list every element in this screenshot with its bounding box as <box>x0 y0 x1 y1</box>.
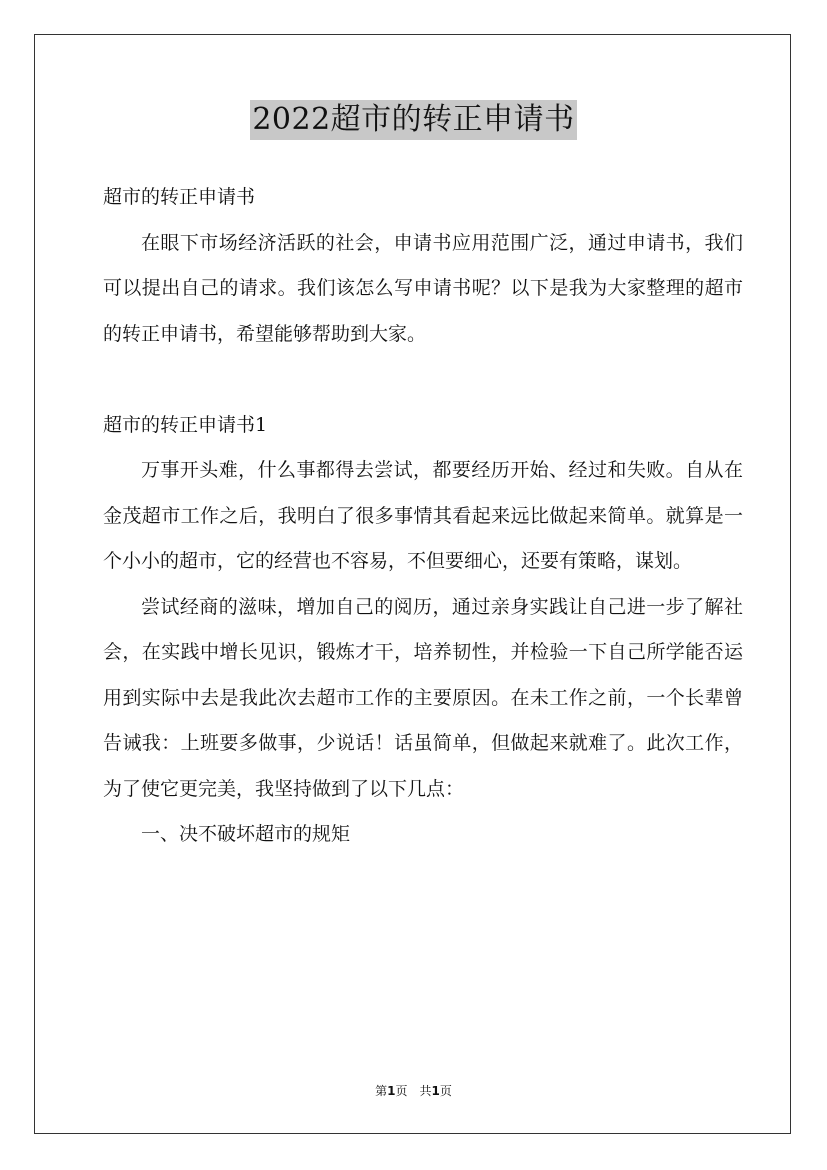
intro-paragraph: 在眼下市场经济活跃的社会，申请书应用范围广泛，通过申请书，我们可以提出自己的请求。我们该怎么写申请书呢？以下是我为大家整理的超市的转正申请书，希望能够帮助到大家。 <box>103 231 743 345</box>
footer-page-mid: 页 共 <box>395 1084 432 1098</box>
section-heading: 超市的转正申请书1 <box>103 413 268 436</box>
blank-line <box>103 357 743 403</box>
document-body <box>103 175 743 858</box>
section-heading: 超市的转正申请书 <box>103 186 256 208</box>
body-paragraph: 一、决不破坏超市的规矩 <box>141 823 351 845</box>
footer-page-total: 1 <box>431 1084 440 1098</box>
body-paragraph: 尝试经商的滋味，增加自己的阅历，通过亲身实践让自己进一步了解社会，在实践中增长见识，锻炼才干，培养韧性，并检验一下自己所学能否运用到实际中去是我此次去超市工作的主要原因。在未工作之前，一个长辈曾告诫我：上班要多做事，少说话！话虽简单，但做起来就难了。此次工作，为了使它更完美，我坚持做到了以下几点： <box>103 595 743 800</box>
title-container <box>0 100 827 140</box>
footer-page-prefix: 第 <box>375 1084 388 1098</box>
page-footer <box>0 1083 827 1099</box>
body-paragraph: 万事开头难，什么事都得去尝试，都要经历开始、经过和失败。自从在金茂超市工作之后，我明白了很多事情其看起来远比做起来简单。就算是一个小小的超市，它的经营也不容易，不但要细心，还要有策略，谋划。 <box>103 459 743 572</box>
document-title: 2022超市的转正申请书 <box>250 100 576 140</box>
footer-page-suffix: 页 <box>439 1084 452 1098</box>
footer-page-current: 1 <box>387 1084 396 1098</box>
